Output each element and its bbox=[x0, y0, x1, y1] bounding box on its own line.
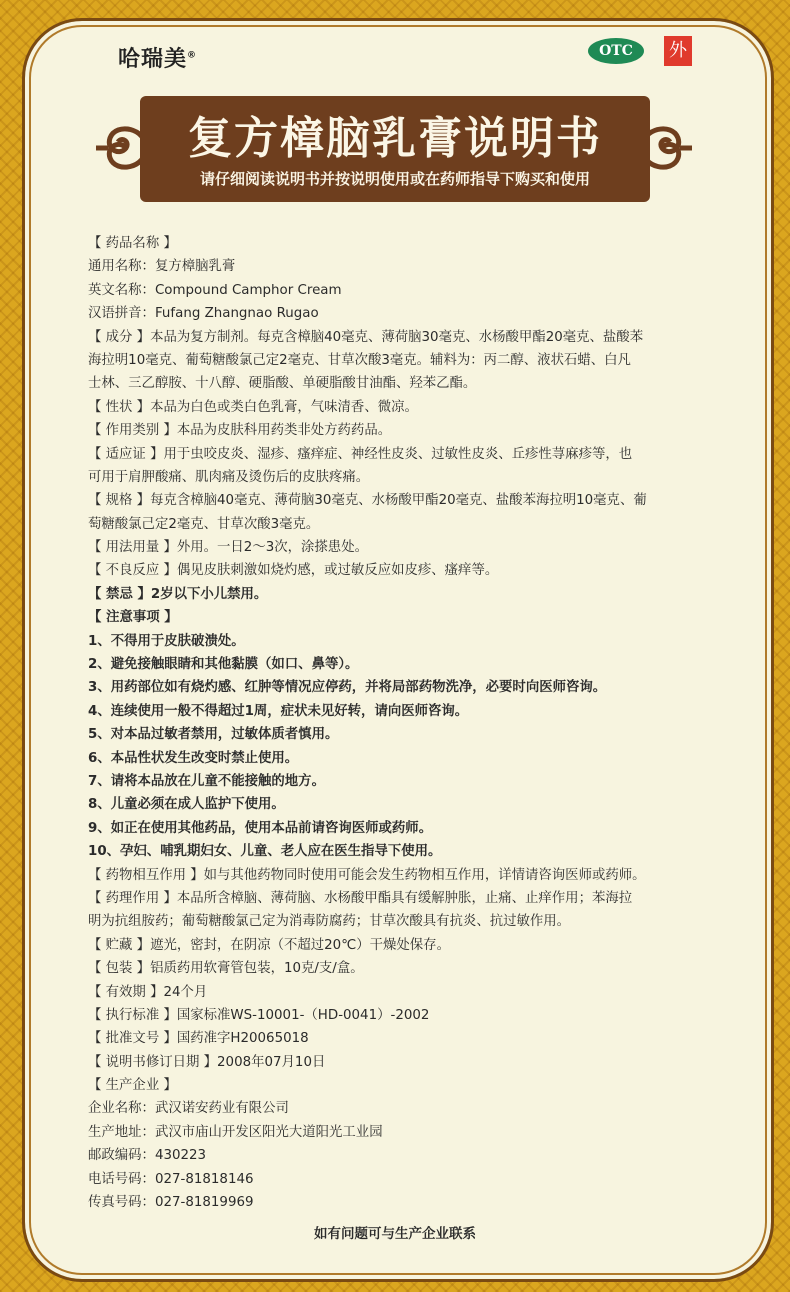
body-line: 汉语拼音：Fufang Zhangnao Rugao bbox=[88, 306, 319, 322]
body-line: 【 用法用量 】外用。一日2～3次，涂搽患处。 bbox=[88, 540, 368, 556]
body-line: 【 适应证 】用于虫咬皮炎、湿疹、瘙痒症、神经性皮炎、过敏性皮炎、丘疹性荨麻疹等，也 bbox=[88, 446, 633, 462]
body-line: 4、连续使用一般不得超过1周，症状未见好转，请向医师咨询。 bbox=[88, 703, 469, 719]
body-line: 【 注意事项 】 bbox=[88, 610, 178, 626]
body-line: 【 有效期 】24个月 bbox=[88, 984, 208, 1000]
body-line: 萄糖酸氯己定2毫克、甘草次酸3毫克。 bbox=[88, 516, 320, 532]
body-line: 英文名称：Compound Camphor Cream bbox=[88, 282, 342, 298]
body-line: 生产地址：武汉市庙山开发区阳光大道阳光工业园 bbox=[88, 1124, 383, 1140]
body-line: 可用于肩胛酸痛、肌肉痛及烫伤后的皮肤疼痛。 bbox=[88, 469, 370, 485]
body-line: 【 说明书修订日期 】2008年07月10日 bbox=[88, 1054, 326, 1070]
body-line: 企业名称：武汉诺安药业有限公司 bbox=[88, 1101, 289, 1117]
body-line: 士林、三乙醇胺、十八醇、硬脂酸、单硬脂酸甘油酯、羟苯乙酯。 bbox=[88, 376, 477, 392]
body-line: 明为抗组胺药；葡萄糖酸氯己定为消毒防腐药；甘草次酸具有抗炎、抗过敏作用。 bbox=[88, 914, 571, 930]
body-line: 5、对本品过敏者禁用，过敏体质者慎用。 bbox=[88, 727, 339, 743]
body-line: 【 生产企业 】 bbox=[88, 1078, 177, 1094]
body-line: 通用名称：复方樟脑乳膏 bbox=[88, 259, 236, 275]
body-line: 6、本品性状发生改变时禁止使用。 bbox=[88, 750, 299, 766]
body-line: 【 不良反应 】偶见皮肤刺激如烧灼感，或过敏反应如皮疹、瘙痒等。 bbox=[88, 563, 499, 579]
body-line: 邮政编码：430223 bbox=[88, 1148, 207, 1164]
body-line: 【 禁忌 】2岁以下小儿禁用。 bbox=[88, 586, 268, 602]
body-line: 传真号码：027-81819969 bbox=[88, 1195, 254, 1211]
page-title: 复方樟脑乳膏说明书 bbox=[188, 113, 602, 164]
body-line: 【 贮藏 】遮光，密封，在阴凉（不超过20℃）干燥处保存。 bbox=[88, 937, 450, 953]
body-line: 【 药品名称 】 bbox=[88, 236, 177, 251]
body-line: 【 包装 】铝质药用软膏管包装，10克/支/盒。 bbox=[88, 961, 364, 977]
brand-logo: 哈瑞美® bbox=[118, 47, 198, 72]
otc-badge: OTC bbox=[588, 38, 644, 64]
external-use-badge: 外 bbox=[664, 36, 692, 66]
body-line: 3、用药部位如有烧灼感、红肿等情况应停药，并将局部药物洗净，必要时向医师咨询。 bbox=[88, 680, 607, 696]
body-line: 电话号码：027-81818146 bbox=[88, 1171, 254, 1187]
body-line: 8、儿童必须在成人监护下使用。 bbox=[88, 797, 285, 813]
body-line: 【 批准文号 】国药准字H20065018 bbox=[88, 1031, 309, 1047]
body-line: 1、不得用于皮肤破溃处。 bbox=[88, 633, 245, 649]
page-subtitle: 请仔细阅读说明书并按说明使用或在药师指导下购买和使用 bbox=[199, 170, 590, 188]
body-line: 【 作用类别 】本品为皮肤科用药类非处方药药品。 bbox=[88, 423, 392, 439]
body-line: 9、如正在使用其他药品，使用本品前请咨询医师或药师。 bbox=[88, 820, 433, 836]
body-line: 【 药物相互作用 】如与其他药物同时使用可能会发生药物相互作用，详情请咨询医师或药师。 bbox=[88, 867, 646, 883]
body-line: 10、孕妇、哺乳期妇女、儿童、老人应在医生指导下使用。 bbox=[88, 844, 442, 860]
footer-note: 如有问题可与生产企业联系 bbox=[314, 1226, 476, 1242]
body-line: 【 成分 】本品为复方制剂。每克含樟脑40毫克、薄荷脑30毫克、水杨酸甲酯20毫克、盐酸苯 bbox=[88, 329, 644, 345]
body-line: 【 药理作用 】本品所含樟脑、薄荷脑、水杨酸甲酯具有缓解肿胀，止痛、止痒作用；苯海拉 bbox=[88, 890, 633, 906]
leaflet-body bbox=[88, 232, 720, 1214]
body-line: 【 性状 】本品为白色或类白色乳膏，气味清香、微凉。 bbox=[88, 399, 418, 415]
body-line: 7、请将本品放在儿童不能接触的地方。 bbox=[88, 773, 325, 789]
body-line: 【 执行标准 】国家标准WS-10001-（HD-0041）-2002 bbox=[88, 1007, 430, 1023]
title-banner bbox=[140, 96, 650, 202]
body-line: 2、避免接触眼睛和其他黏膜（如口、鼻等）。 bbox=[88, 657, 359, 673]
body-line: 海拉明10毫克、葡萄糖酸氯己定2毫克、甘草次酸3毫克。辅料为：丙二醇、液状石蜡、白凡 bbox=[88, 352, 631, 368]
body-line: 【 规格 】每克含樟脑40毫克、薄荷脑30毫克、水杨酸甲酯20毫克、盐酸苯海拉明10毫克、葡 bbox=[88, 493, 647, 509]
